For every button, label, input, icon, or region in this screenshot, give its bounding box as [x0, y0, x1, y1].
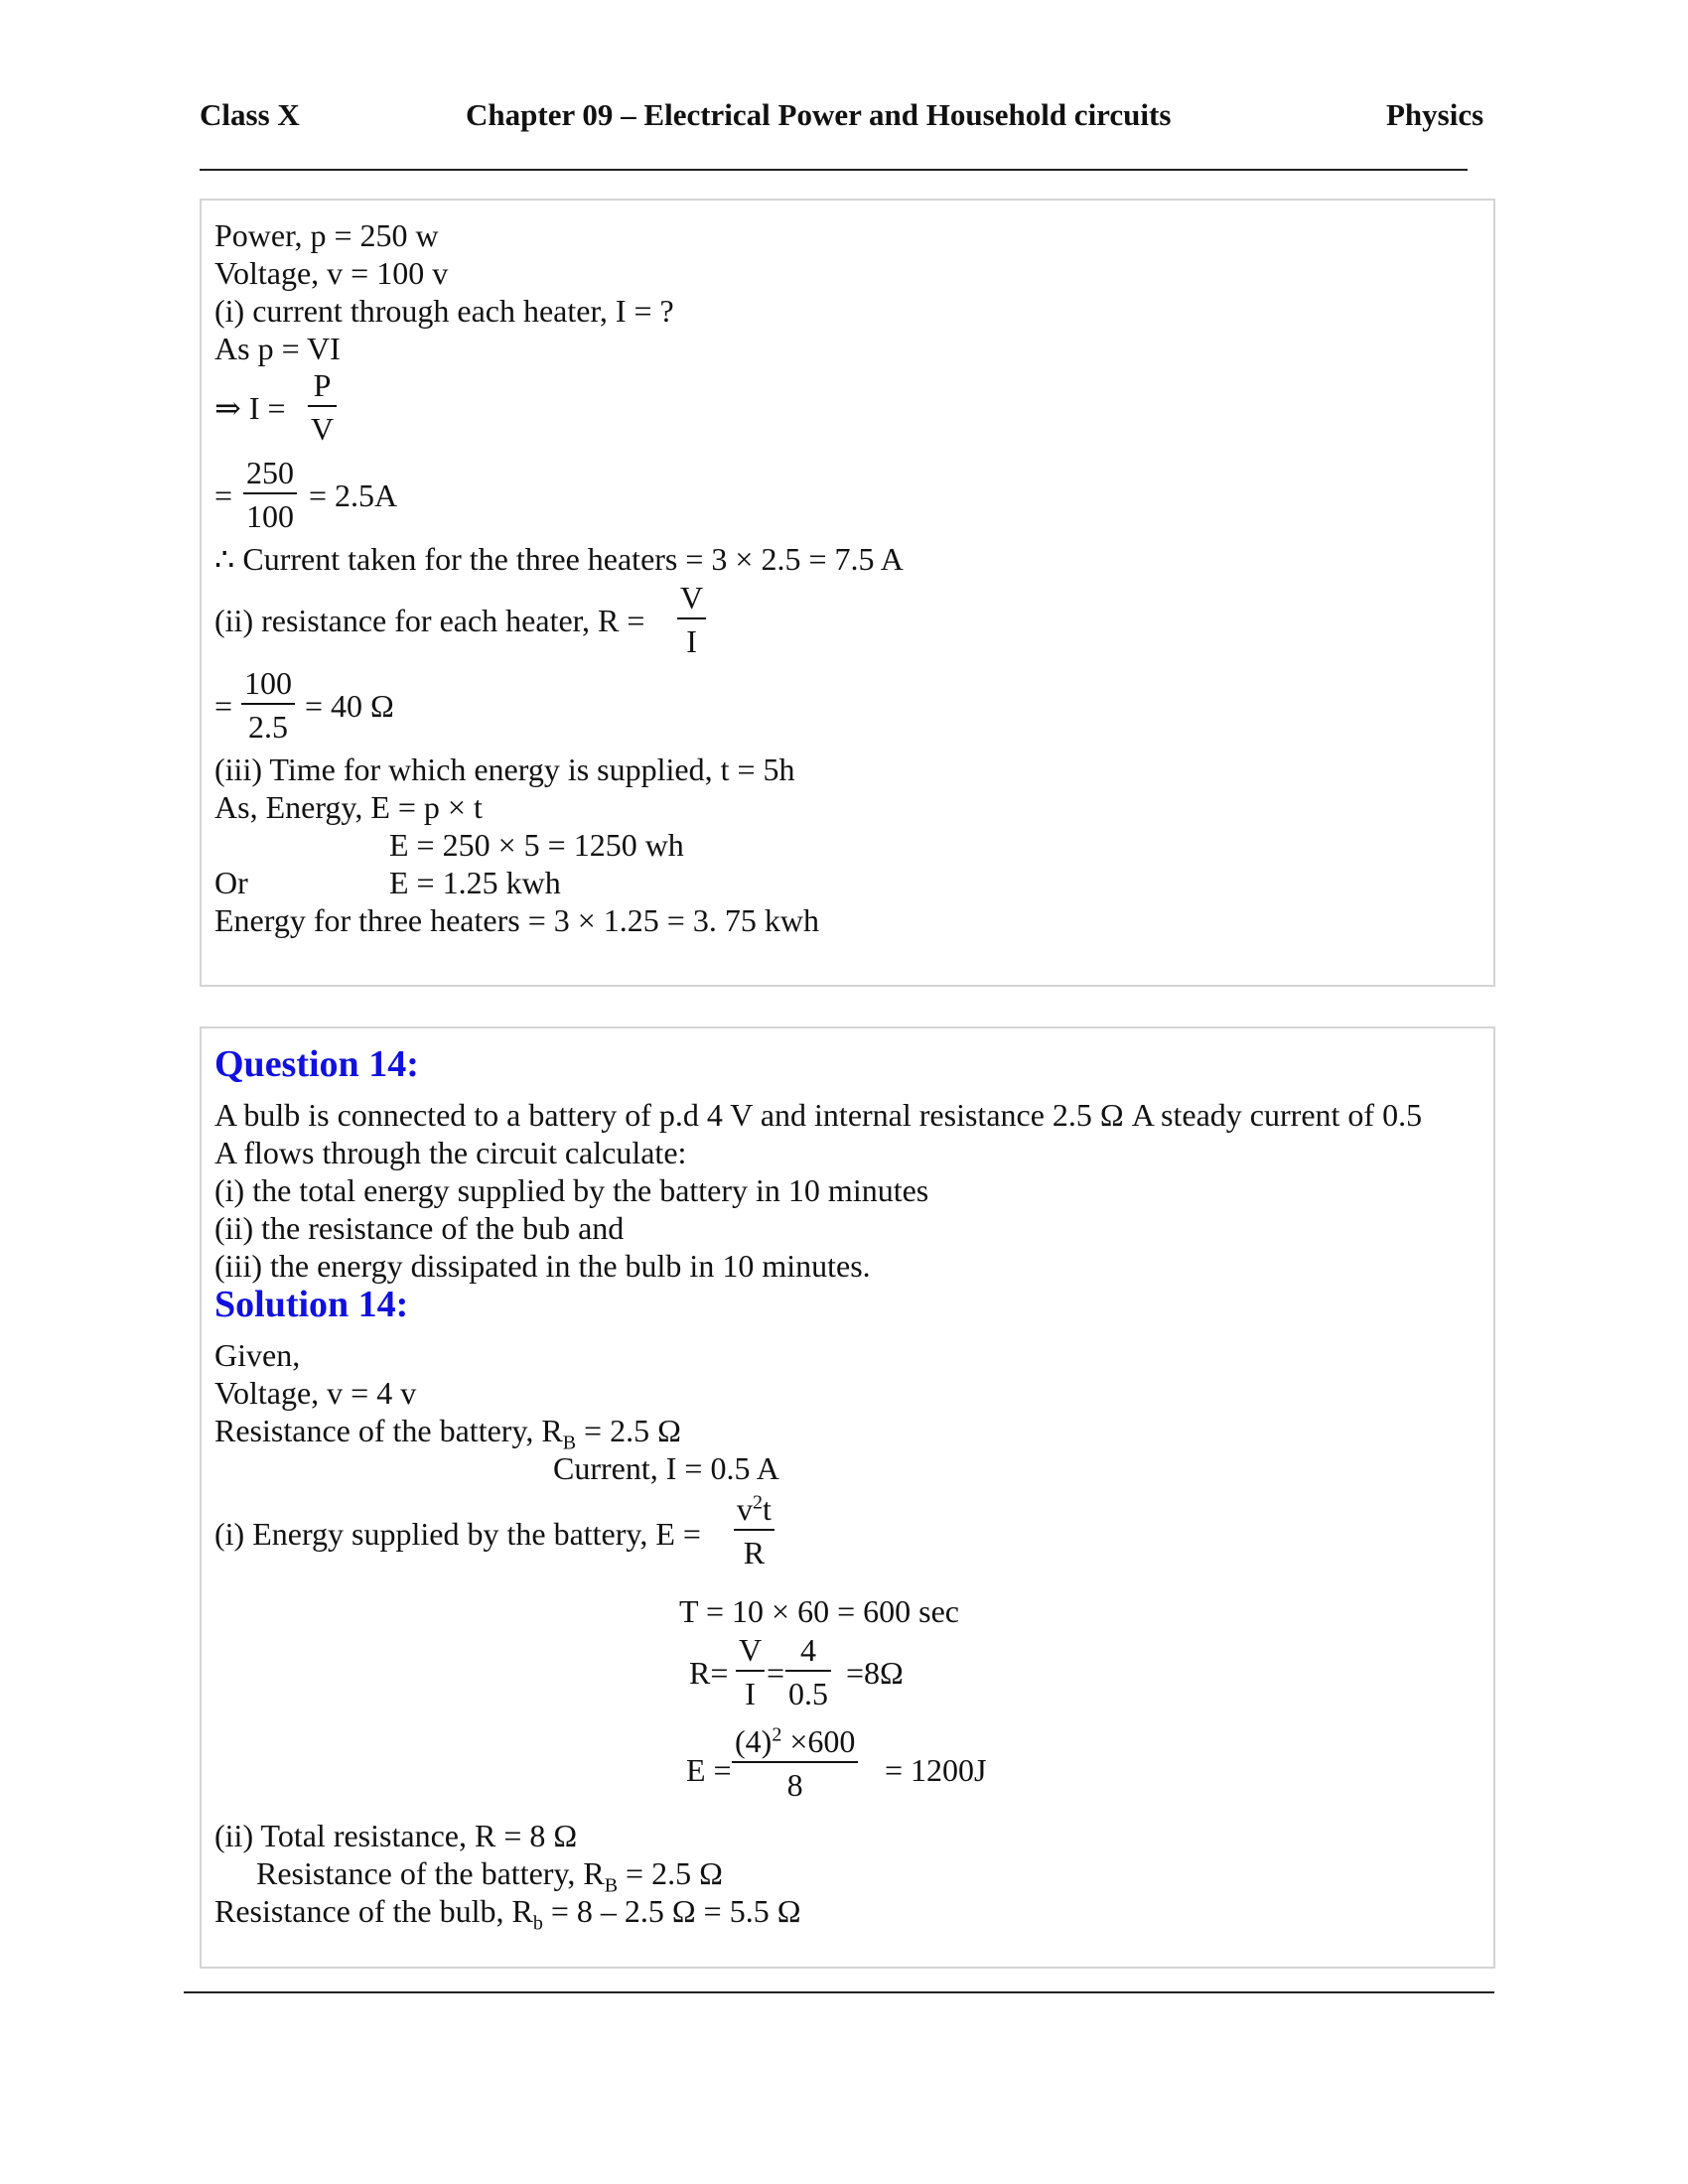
fraction-bar: [785, 1670, 831, 1672]
question-line: (iii) the energy dissipated in the bulb in 10 minutes.: [214, 1248, 871, 1284]
fraction-bar: [308, 405, 337, 407]
implies-current: ⇒ I =: [214, 390, 286, 426]
e-lhs: E =: [686, 1752, 732, 1788]
battery-resistance-value: = 2.5 Ω: [618, 1855, 723, 1891]
fraction-numerator: V: [739, 1632, 763, 1668]
header-class: Class X: [200, 97, 300, 132]
given-label: Given,: [214, 1337, 301, 1373]
current-result: = 2.5A: [309, 478, 398, 513]
fraction-p-over-v: [308, 367, 337, 447]
equals-sign: =: [767, 1655, 785, 1691]
energy-formula: As, Energy, E = p × t: [214, 789, 483, 825]
fraction-numerator: 250: [246, 455, 294, 490]
power-line: Power, p = 250 w: [214, 217, 439, 253]
fraction-numerator: P: [313, 367, 332, 403]
bulb-resistance-text: Resistance of the bulb, R: [214, 1893, 533, 1929]
r-result: =8Ω: [846, 1655, 904, 1691]
battery-resistance-line: [256, 1854, 723, 1897]
fraction-bar: [736, 1670, 765, 1672]
r-lhs: R=: [689, 1655, 729, 1691]
fraction-denominator: I: [686, 623, 697, 659]
bulb-resistance-line: [214, 1892, 801, 1935]
battery-resistance-text: Resistance of the battery, R: [214, 1413, 563, 1448]
power-formula-line: As p = VI: [214, 331, 341, 366]
total-resistance: (ii) Total resistance, R = 8 Ω: [214, 1818, 578, 1853]
fraction-numerator: $v^2t$: [737, 1491, 772, 1527]
fraction-denominator: 0.5: [788, 1676, 828, 1711]
fraction-numerator: 100: [244, 665, 292, 701]
subscript-b: b: [532, 1912, 543, 1935]
fraction-denominator: R: [743, 1535, 766, 1570]
fraction-denominator: V: [311, 411, 335, 447]
question-line: A bulb is connected to a battery of p.d 4 V and internal resistance 2.5 Ω A steady current of 0.5: [214, 1097, 1423, 1133]
header-subject: Physics: [1386, 97, 1484, 132]
e-result: = 1200J: [885, 1752, 987, 1788]
fraction-denominator: 8: [786, 1767, 803, 1803]
solution-13-box: [200, 199, 1495, 987]
footer-rule: [184, 1991, 1494, 1993]
fraction-bar: [677, 617, 706, 619]
time-line: (iii) Time for which energy is supplied, t = 5h: [214, 751, 795, 787]
fraction-v2t-over-r: [734, 1491, 774, 1570]
subscript-b: B: [562, 1432, 577, 1454]
fraction-numerator: $(4)^2 \times 600$: [735, 1723, 856, 1759]
fraction-4-over-0-5: [785, 1632, 831, 1711]
header-chapter: Chapter 09 – Electrical Power and Household circuits: [466, 97, 1172, 132]
question-line: (ii) the resistance of the bub and: [214, 1210, 625, 1246]
fraction-numerator: V: [680, 580, 704, 615]
bulb-resistance-value: = 8 – 2.5 Ω = 5.5 Ω: [542, 1893, 801, 1929]
header-rule: [200, 169, 1468, 171]
equals-sign: =: [214, 478, 233, 513]
voltage-line: Voltage, v = 100 v: [214, 255, 449, 291]
fraction-bar: [732, 1761, 858, 1763]
fraction-bar: [241, 703, 295, 705]
question-14-heading: Question 14:: [214, 1043, 419, 1085]
battery-resistance-line: [214, 1412, 681, 1454]
solution-14-heading: Solution 14:: [214, 1284, 409, 1325]
fraction-bar: [734, 1529, 774, 1531]
current-line: Current, I = 0.5 A: [553, 1450, 779, 1486]
question-14-box: [200, 1026, 1495, 1969]
fraction-v-over-i: [736, 1632, 765, 1711]
fraction-v-over-i: [677, 580, 706, 659]
battery-resistance-value: = 2.5 Ω: [576, 1413, 681, 1448]
time-line: T = 10 × 60 = 600 sec: [679, 1593, 959, 1629]
energy-calc: E = 250 × 5 = 1250 wh: [389, 827, 684, 863]
fraction-bar: [243, 492, 297, 494]
resistance-label: (ii) resistance for each heater, R =: [214, 603, 645, 638]
fraction-denominator: 100: [246, 498, 294, 534]
resistance-result: = 40 Ω: [305, 688, 394, 724]
question-line: A flows through the circuit calculate:: [214, 1135, 687, 1170]
energy-label: (i) Energy supplied by the battery, E =: [214, 1516, 701, 1552]
fraction-numerator: 4: [800, 1632, 816, 1668]
fraction-energy: [732, 1723, 858, 1803]
three-heaters-current: ∴ Current taken for the three heaters = 3 × 2.5 = 7.5 A: [214, 541, 904, 577]
or-label: Or: [214, 865, 248, 900]
equals-sign: =: [214, 688, 233, 724]
question-line: (i) the total energy supplied by the battery in 10 minutes: [214, 1172, 929, 1208]
fraction-250-over-100: [243, 455, 297, 534]
fraction-denominator: I: [745, 1676, 756, 1711]
energy-three-heaters: Energy for three heaters = 3 × 1.25 = 3. 75 kwh: [214, 902, 819, 938]
current-question-line: (i) current through each heater, I = ?: [214, 293, 674, 329]
subscript-b: B: [604, 1874, 619, 1897]
voltage-line: Voltage, v = 4 v: [214, 1375, 417, 1411]
fraction-100-over-2-5: [241, 665, 295, 745]
battery-resistance-text: Resistance of the battery, R: [256, 1855, 605, 1891]
energy-kwh: E = 1.25 kwh: [389, 865, 561, 900]
fraction-denominator: 2.5: [248, 709, 288, 745]
